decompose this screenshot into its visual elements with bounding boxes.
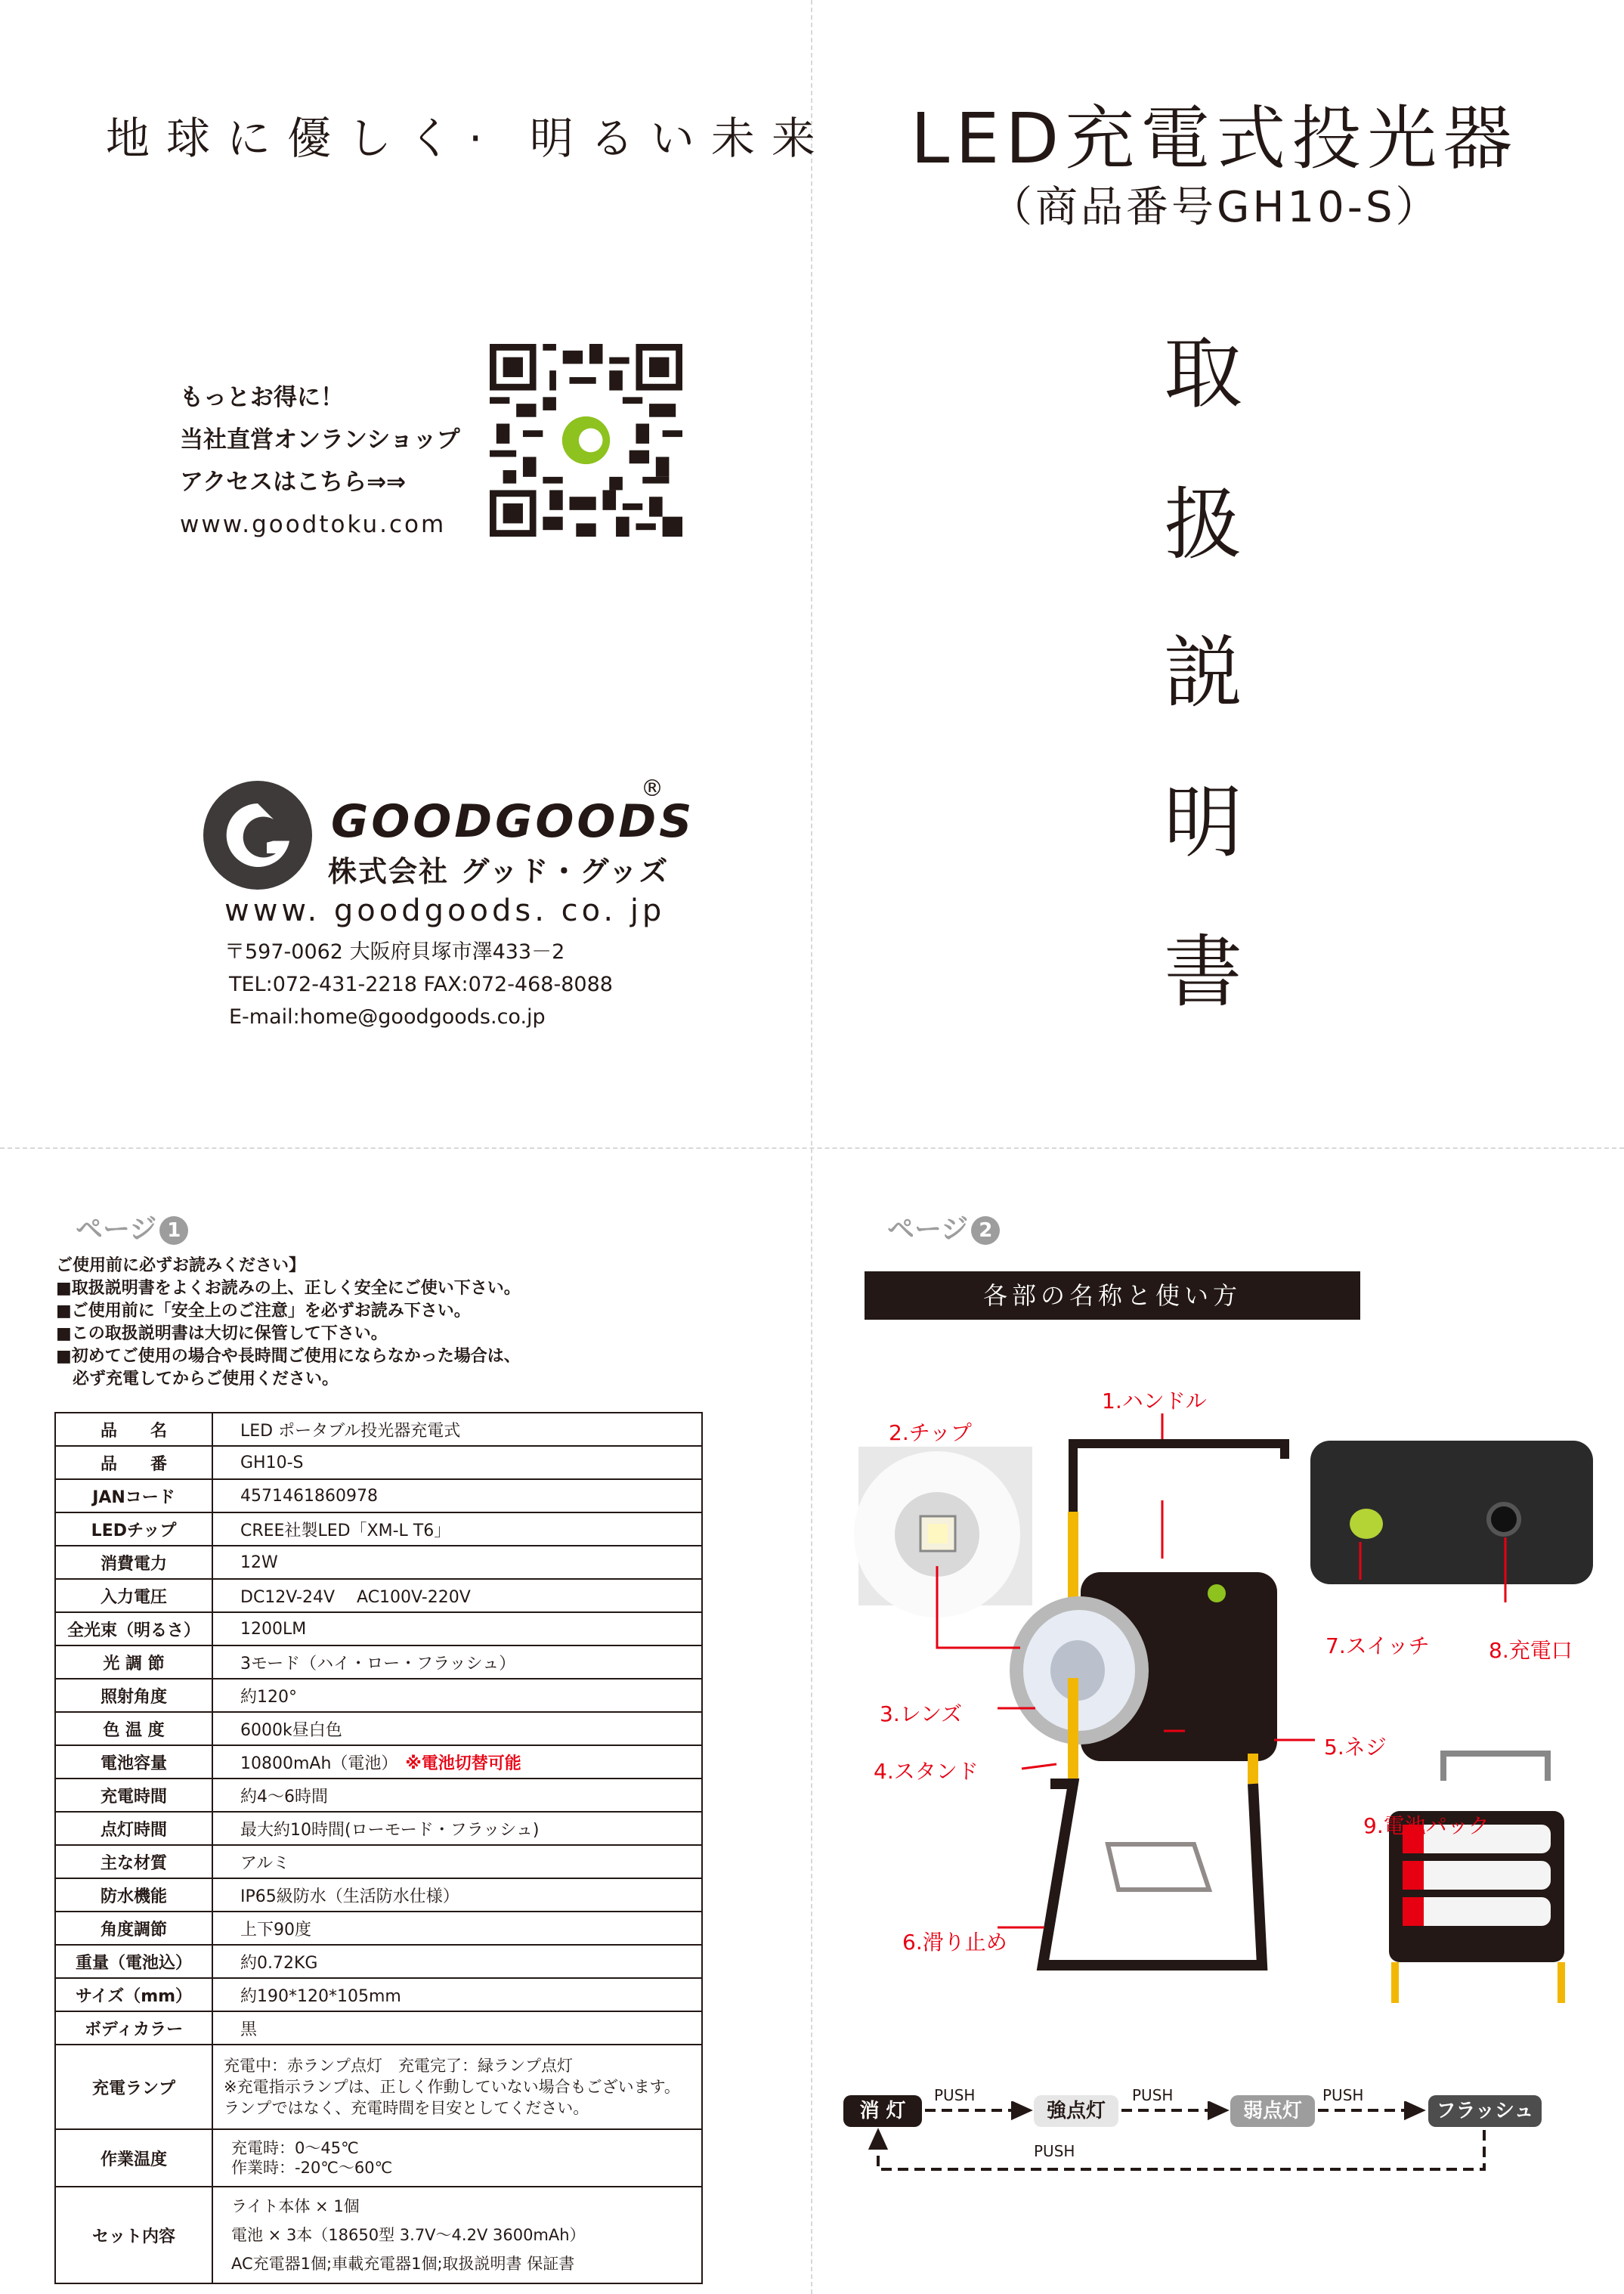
set-line: AC充電器1個;車載充電器1個;取扱説明書 保証書 xyxy=(231,2255,575,2273)
label-stand: 4.スタンド xyxy=(874,1759,979,1784)
qr-code[interactable] xyxy=(490,344,682,537)
notice-line: 必ず充電してからご使用ください。 xyxy=(56,1370,339,1388)
spec-key: 角度調節 xyxy=(55,1912,212,1945)
spec-value xyxy=(212,1812,702,1845)
spec-note: ※電池切替可能 xyxy=(405,1754,521,1773)
spec-key: ボディカラー xyxy=(55,2011,212,2045)
spec-value xyxy=(212,1978,702,2011)
spec-value-text: GH10-S xyxy=(240,1453,304,1472)
switch-detail xyxy=(1310,1441,1593,1584)
temp-line: 作業時：-20℃～60℃ xyxy=(231,2159,393,2177)
set-line: ライト本体 × 1個 xyxy=(231,2197,360,2215)
push-label: PUSH xyxy=(1322,2086,1364,2104)
screw-knob xyxy=(1233,1719,1273,1758)
push-label: PUSH xyxy=(1034,2142,1075,2160)
spec-value xyxy=(212,1945,702,1978)
spec-value xyxy=(212,1912,702,1945)
spec-value xyxy=(212,1745,702,1779)
table-row xyxy=(55,1912,702,1945)
spec-value xyxy=(212,2011,702,2045)
page-label xyxy=(76,1208,188,1246)
spec-key: セット内容 xyxy=(55,2187,212,2283)
spec-key: JANコード xyxy=(55,1479,212,1512)
spec-value-text: 12W xyxy=(240,1553,278,1572)
mode-flash: フラッシュ xyxy=(1428,2095,1542,2127)
spec-key: 点灯時間 xyxy=(55,1812,212,1845)
table-row xyxy=(55,1579,702,1612)
label-handle: 1.ハンドル xyxy=(1102,1388,1207,1413)
spec-value xyxy=(212,1546,702,1579)
table-row xyxy=(55,1712,702,1745)
spec-value-text: 約4～6時間 xyxy=(240,1787,328,1806)
email[interactable]: E-mail:home@goodgoods.co.jp xyxy=(229,1005,546,1029)
spec-value xyxy=(212,1878,702,1912)
manual-title-char: 説 xyxy=(1164,627,1243,719)
spec-value-text: LED ポータブル投光器充電式 xyxy=(240,1421,461,1441)
spec-key: 品 名 xyxy=(55,1413,212,1446)
company-name: 株式会社 グッド・グッズ xyxy=(328,855,670,888)
section-banner: 各部の名称と使い方 xyxy=(865,1271,1360,1320)
table-row xyxy=(55,1512,702,1546)
page-number: 2 xyxy=(971,1216,1000,1245)
notice-line: ■この取扱説明書は大切に保管して下さい。 xyxy=(56,1324,388,1343)
table-row xyxy=(55,1546,702,1579)
notice-line: ■初めてご使用の場合や長時間ご使用にならなかった場合は、 xyxy=(56,1347,521,1366)
shop-promo xyxy=(180,376,460,546)
spec-key: 主な材質 xyxy=(55,1845,212,1878)
model-number: （商品番号GH10-S） xyxy=(990,183,1441,232)
label-charge-port: 8.充電口 xyxy=(1489,1638,1573,1663)
spec-value-text: 約190*120*105mm xyxy=(240,1986,401,2006)
manual-title-char: 書 xyxy=(1164,926,1243,1018)
spec-value-text: 6000k昼白色 xyxy=(240,1720,342,1740)
slogan: 地球に優しく· 明るい未来 xyxy=(106,113,832,164)
registered-mark: ® xyxy=(641,776,664,802)
goodgoods-logo-icon xyxy=(201,779,314,892)
manual-title-char: 明 xyxy=(1164,776,1243,868)
spec-key: 品 番 xyxy=(55,1446,212,1479)
table-row xyxy=(55,1845,702,1878)
switch-button xyxy=(1350,1509,1383,1539)
spec-value xyxy=(212,1779,702,1812)
shop-line: 当社直営オンランショップ xyxy=(180,426,460,454)
spec-key: 電池容量 xyxy=(55,1745,212,1779)
shop-url[interactable]: www.goodtoku.com xyxy=(180,511,447,538)
spec-value xyxy=(212,1645,702,1679)
spec-value xyxy=(212,1679,702,1712)
page-label-text: ページ xyxy=(76,1214,157,1245)
spec-value xyxy=(212,2045,702,2129)
spec-value xyxy=(212,2129,702,2187)
table-row xyxy=(55,1978,702,2011)
table-row xyxy=(55,1945,702,1978)
push-label: PUSH xyxy=(1132,2086,1174,2104)
spec-value-text: アルミ xyxy=(240,1853,290,1873)
table-row xyxy=(55,1479,702,1512)
shop-line: アクセスはこちら⇒⇒ xyxy=(180,469,407,496)
notice-block xyxy=(56,1255,521,1391)
spec-key: LEDチップ xyxy=(55,1512,212,1546)
spec-value-text: 10800mAh（電池） xyxy=(240,1754,398,1773)
spec-value-text: IP65級防水（生活防水仕様） xyxy=(240,1887,459,1906)
notice-line: ■ご使用前に「安全上のご注意」を必ずお読み下さい。 xyxy=(56,1302,471,1320)
spec-key: 照射角度 xyxy=(55,1679,212,1712)
label-slip: 6.滑り止め xyxy=(902,1930,1007,1955)
brand-name: GOODGOODS xyxy=(331,795,695,848)
spec-table xyxy=(54,1412,703,2284)
spec-value xyxy=(212,1845,702,1878)
tel-fax: TEL:072-431-2218 FAX:072-468-8088 xyxy=(229,973,613,996)
table-row xyxy=(55,2045,702,2129)
spec-key: 入力電圧 xyxy=(55,1579,212,1612)
spec-value-text: 約120° xyxy=(240,1687,297,1707)
spec-key: 充電ランプ xyxy=(55,2045,212,2129)
spec-value-text: 4571461860978 xyxy=(240,1486,378,1506)
table-row xyxy=(55,1779,702,1812)
spec-key: 作業温度 xyxy=(55,2129,212,2187)
spec-key: 防水機能 xyxy=(55,1878,212,1912)
notice-line: ■取扱説明書をよくお読みの上、正しく安全にご使い下さい。 xyxy=(56,1279,521,1298)
mode-off: 消 灯 xyxy=(843,2095,922,2127)
company-address-block xyxy=(224,936,613,1033)
spec-value xyxy=(212,1712,702,1745)
table-row xyxy=(55,2011,702,2045)
spec-key: 充電時間 xyxy=(55,1779,212,1812)
table-row xyxy=(55,1612,702,1645)
shop-line: もっとお得に！ xyxy=(180,384,344,411)
table-row xyxy=(55,1679,702,1712)
page-label xyxy=(887,1208,1000,1246)
spec-value-text: 1200LM xyxy=(240,1619,307,1639)
product-title: LED充電式投光器 xyxy=(911,98,1519,179)
spec-key: 光 調 節 xyxy=(55,1645,212,1679)
spec-value-text: 黒 xyxy=(240,2020,258,2039)
mode-weak: 弱点灯 xyxy=(1230,2095,1315,2127)
spec-key: 消費電力 xyxy=(55,1546,212,1579)
spec-value-text: 上下90度 xyxy=(240,1920,311,1940)
postal-address: 〒597-0062 大阪府貝塚市澤433－2 xyxy=(224,940,565,964)
spec-key: サイズ（mm） xyxy=(55,1978,212,2011)
spec-key: 色 温 度 xyxy=(55,1712,212,1745)
page-label-text: ページ xyxy=(887,1214,969,1245)
spec-value-text: CREE社製LED「XM-L T6」 xyxy=(240,1521,451,1540)
temp-line: 充電時：0～45℃ xyxy=(231,2139,359,2157)
product-diagram xyxy=(854,1361,1610,2011)
set-line: 電池 × 3本（18650型 3.7V～4.2V 3600mAh） xyxy=(231,2226,586,2244)
charge-lamp-line: ランプではなく、充電時間を目安としてください。 xyxy=(224,2099,589,2117)
label-battery: 9.電池パック xyxy=(1363,1813,1489,1838)
spec-value xyxy=(212,1512,702,1546)
charge-lamp-line: 充電中：赤ランプ点灯 充電完了：緑ランプ点灯 xyxy=(224,2057,573,2075)
manual-title-char: 取 xyxy=(1164,327,1243,419)
switch-dot xyxy=(1208,1584,1226,1602)
table-row xyxy=(55,1878,702,1912)
spec-value xyxy=(212,1612,702,1645)
spec-value xyxy=(212,2187,702,2283)
fold-line-horizontal xyxy=(0,1147,1624,1149)
charge-lamp-line: ※充電指示ランプは、正しく作動していない場合もございます。 xyxy=(224,2078,680,2096)
table-row xyxy=(55,1413,702,1446)
charge-port xyxy=(1489,1504,1519,1534)
table-row xyxy=(55,2129,702,2187)
table-row xyxy=(55,1645,702,1679)
spec-value xyxy=(212,1413,702,1446)
table-row xyxy=(55,2187,702,2283)
spec-value-text: 3モード（ハイ・ロー・フラッシュ） xyxy=(240,1654,516,1673)
spec-value xyxy=(212,1579,702,1612)
mode-flow-arrows xyxy=(861,2101,1572,2177)
table-row xyxy=(55,1812,702,1845)
company-website[interactable]: www. goodgoods. co. jp xyxy=(224,893,666,928)
spec-value-text: DC12V-24V AC100V-220V xyxy=(240,1587,471,1607)
spec-key: 重量（電池込） xyxy=(55,1945,212,1978)
manual-title-char: 扱 xyxy=(1164,478,1243,571)
table-row xyxy=(55,1745,702,1779)
mode-strong: 強点灯 xyxy=(1034,2095,1118,2127)
stand xyxy=(1043,1784,1262,1965)
spec-key: 全光束（明るさ） xyxy=(55,1612,212,1645)
spec-value-text: 約0.72KG xyxy=(240,1953,318,1973)
label-chip: 2.チップ xyxy=(889,1420,972,1445)
spec-value-text: 最大約10時間(ローモード・フラッシュ) xyxy=(240,1820,540,1840)
label-switch: 7.スイッチ xyxy=(1325,1633,1430,1658)
label-screw: 5.ネジ xyxy=(1324,1735,1387,1760)
table-row xyxy=(55,1446,702,1479)
notice-line: ご使用前に必ずお読みください】 xyxy=(56,1256,306,1275)
page-number: 1 xyxy=(159,1216,188,1245)
spec-value xyxy=(212,1446,702,1479)
spec-value xyxy=(212,1479,702,1512)
push-label: PUSH xyxy=(934,2086,976,2104)
label-lens: 3.レンズ xyxy=(880,1701,963,1726)
